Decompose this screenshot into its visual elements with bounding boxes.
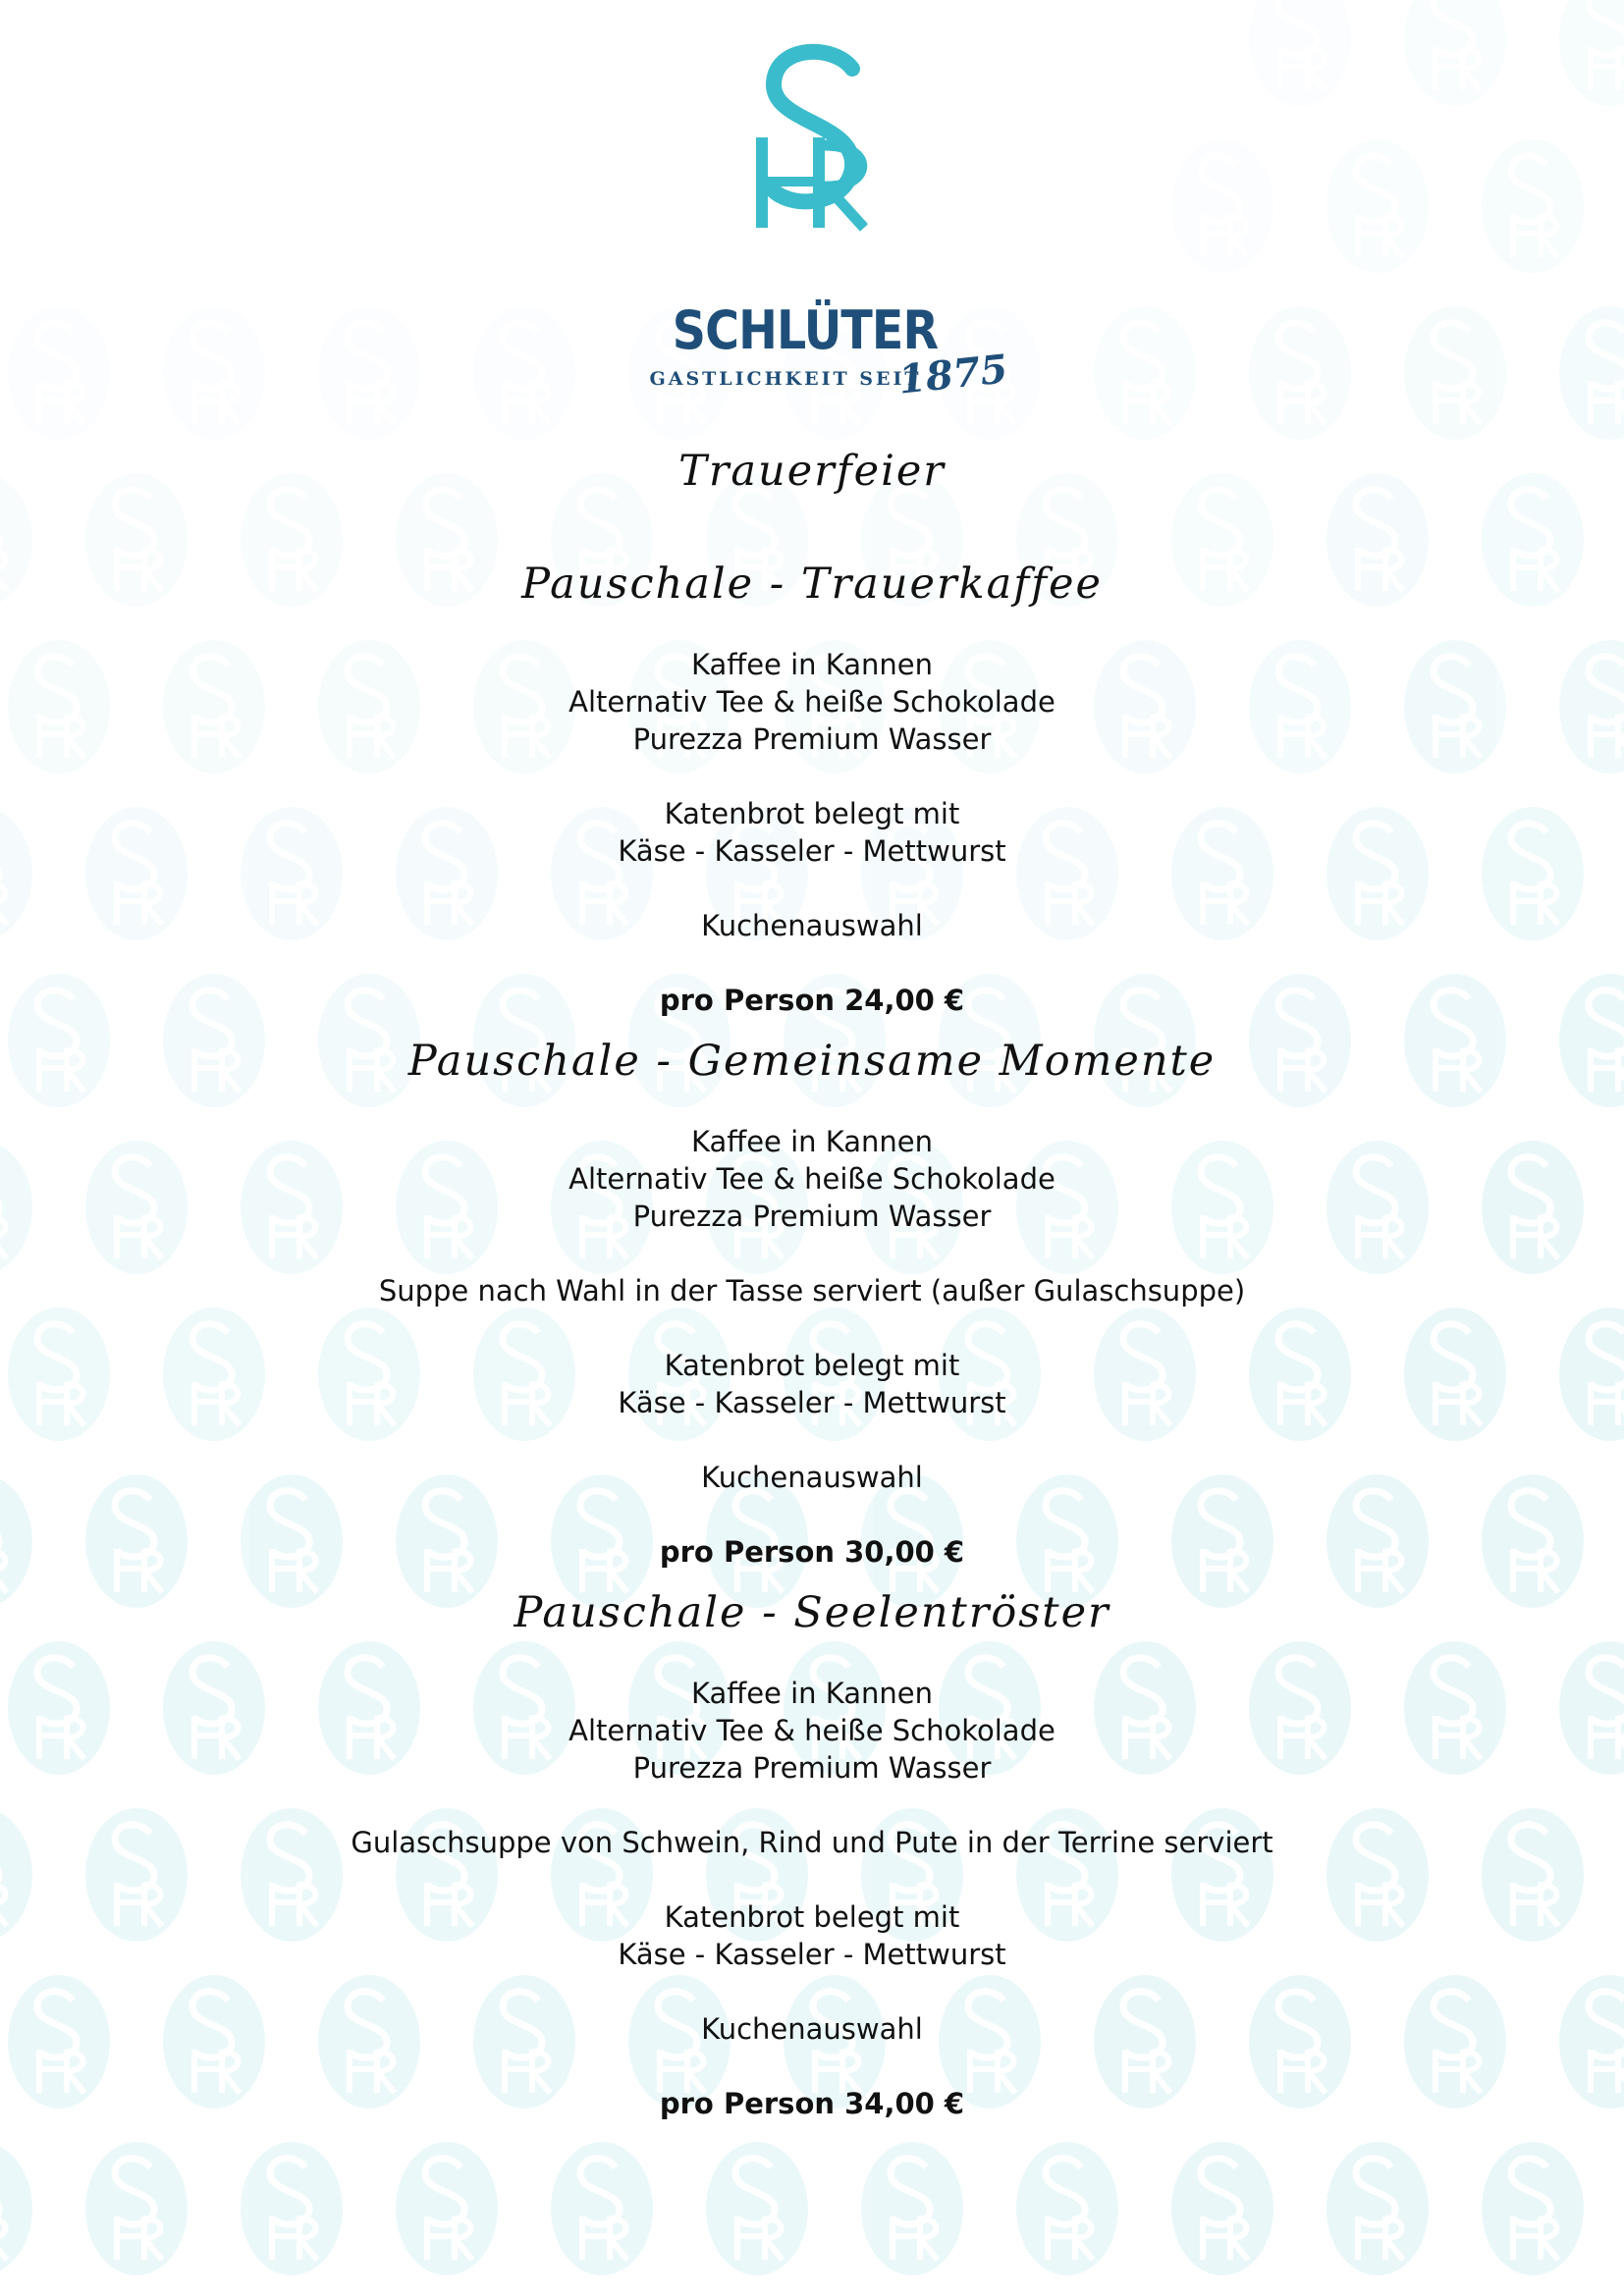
menu-line: Kaffee in Kannen (690, 1125, 934, 1158)
menu-line: Kuchenauswahl (701, 2012, 923, 2046)
package-heading: Pauschale - Seelentröster (514, 1588, 1110, 1637)
brand-name: SCHLÜTER (672, 299, 939, 361)
menu-line: Katenbrot belegt mit (664, 1900, 960, 1934)
menu-line: Kaffee in Kannen (690, 648, 934, 681)
menu-line: Käse - Kasseler - Mettwurst (618, 834, 1006, 868)
menu-line: Purezza Premium Wasser (632, 1751, 992, 1785)
menu-line: Katenbrot belegt mit (664, 1349, 960, 1382)
sh-monogram-logo (736, 39, 893, 236)
menu-line: Katenbrot belegt mit (664, 797, 960, 830)
menu-line: Kuchenauswahl (701, 909, 923, 942)
menu-line: Alternativ Tee & heiße Schokolade (568, 1714, 1056, 1747)
menu-title: Trauerfeier (678, 447, 946, 496)
menu-line: Kaffee in Kannen (690, 1677, 934, 1710)
package-price: pro Person 34,00 € (659, 2087, 965, 2120)
menu-line: Purezza Premium Wasser (632, 722, 992, 756)
menu-line: Purezza Premium Wasser (632, 1200, 992, 1233)
package-trauerkaffee (0, 560, 1624, 1037)
menu-line: Alternativ Tee & heiße Schokolade (568, 685, 1056, 719)
package-price: pro Person 30,00 € (659, 1535, 965, 1569)
menu-content (0, 447, 1624, 2122)
menu-line: Käse - Kasseler - Mettwurst (618, 1938, 1006, 1971)
menu-line: Käse - Kasseler - Mettwurst (618, 1386, 1006, 1419)
brand-tagline: GASTLICHKEIT SEIT (649, 368, 922, 390)
package-heading: Pauschale - Gemeinsame Momente (407, 1037, 1217, 1086)
brand-year: 1875 (895, 346, 1010, 403)
menu-line: Alternativ Tee & heiße Schokolade (568, 1162, 1056, 1196)
package-price: pro Person 24,00 € (659, 984, 965, 1017)
menu-line: Kuchenauswahl (701, 1461, 923, 1494)
package-gemeinsame-momente (0, 1037, 1624, 1588)
menu-line: Gulaschsuppe von Schwein, Rind und Pute in der Terrine serviert (351, 1826, 1273, 1859)
package-seelentroester (0, 1588, 1624, 2122)
menu-line: Suppe nach Wahl in der Tasse serviert (außer Gulaschsuppe) (378, 1274, 1246, 1308)
package-heading: Pauschale - Trauerkaffee (521, 560, 1103, 609)
